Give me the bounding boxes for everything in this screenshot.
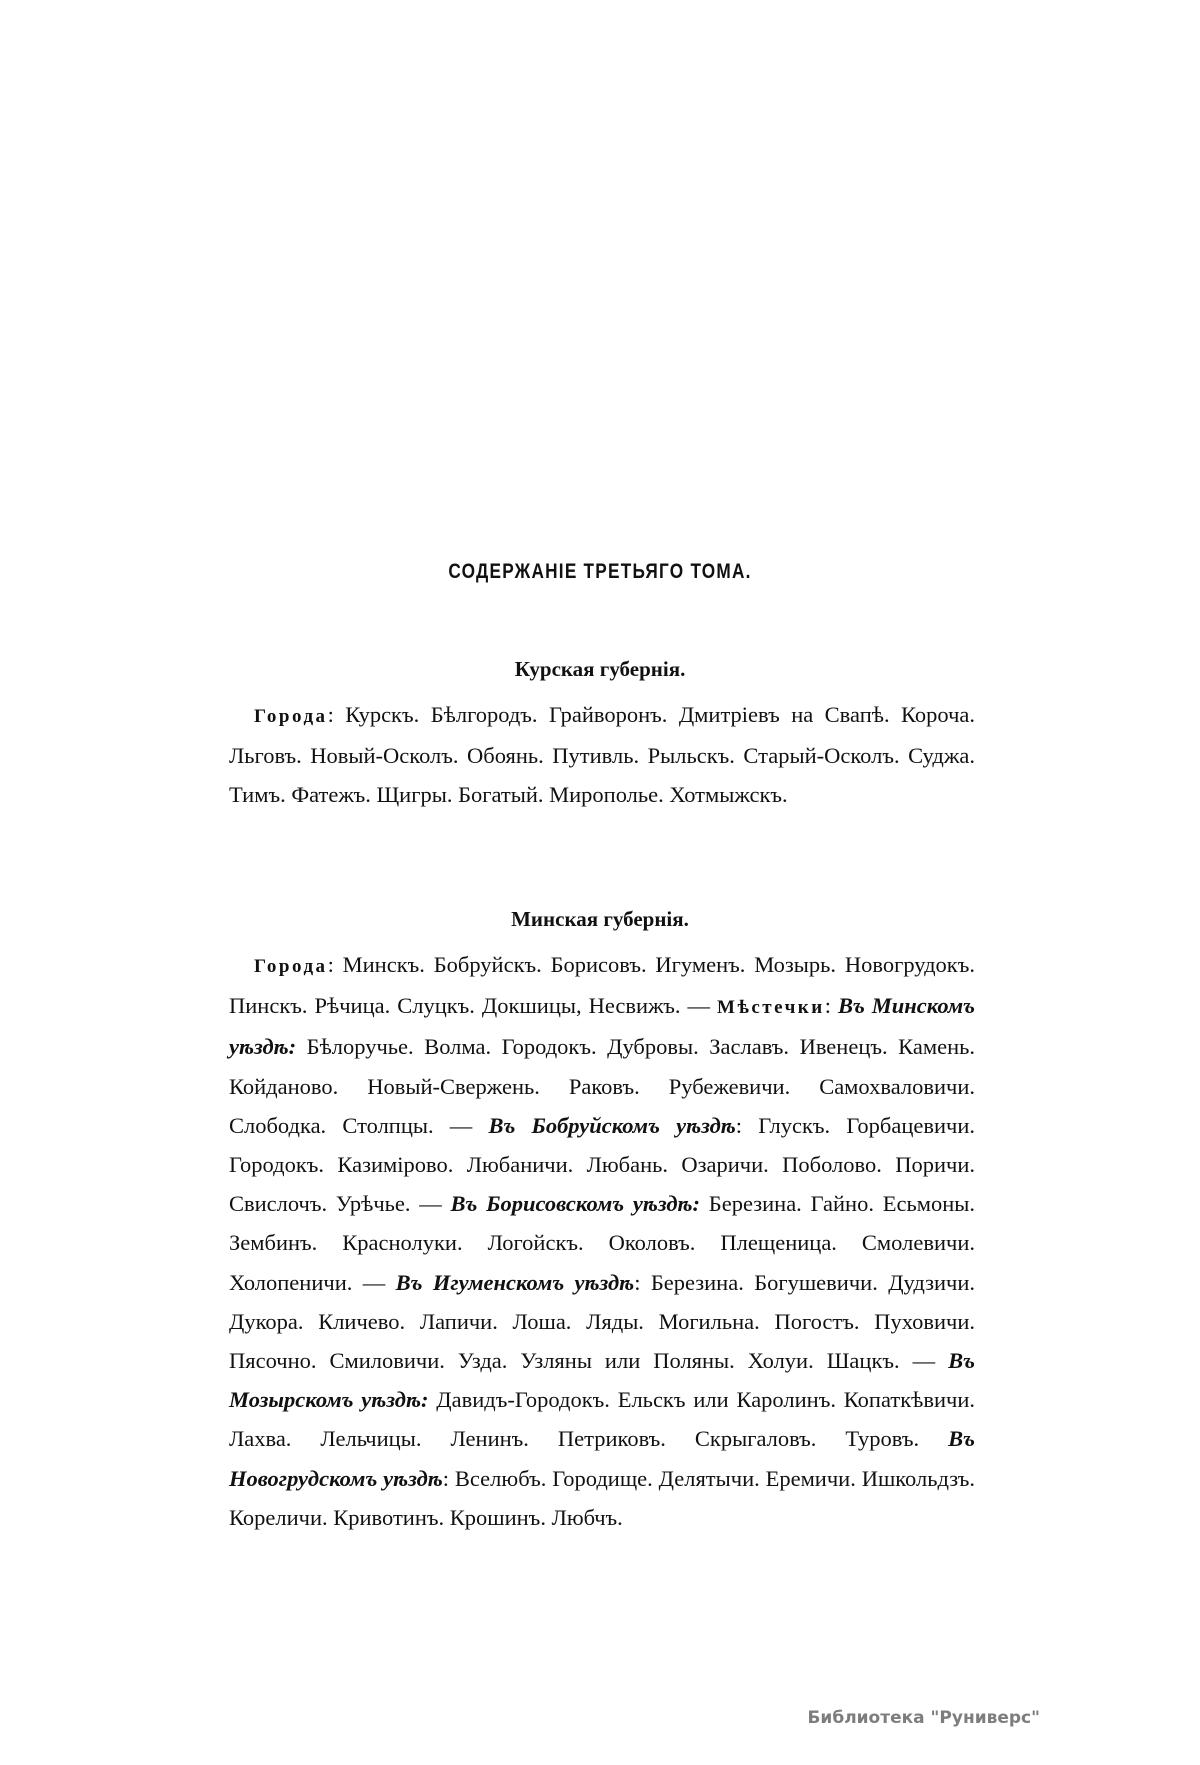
section-heading-minsk: Минская губернія.: [511, 907, 689, 931]
page-title: СОДЕРЖАНІЕ ТРЕТЬЯГО ТОМА.: [448, 560, 752, 583]
minsk-text-2: :: [824, 993, 838, 1019]
kursk-towns: : Курскъ. Бѣлгородъ. Грайворонъ. Дмитріевъ на Свапѣ. Короча. Льговъ. Новый-Осколъ. Обоянь. Путивль. Рыльскъ. Старый-Осколъ. Суджа. Тимъ. Фатежъ. Щигры. Богатый. Мирополье. Хотмыжскъ.: [229, 702, 975, 808]
uezd-borisov: Въ Борисовскомъ уѣздѣ:: [450, 1191, 701, 1217]
minsk-text-7: Давидъ-Городокъ. Ельскъ или Каролинъ. Копаткѣвичи. Лахва. Лельчицы. Ленинъ. Петриковъ. Скрыгаловъ. Туровъ.: [229, 1387, 975, 1452]
lead-goroda-minsk: Города: [254, 956, 328, 977]
section-body-minsk: [229, 945, 975, 1537]
minsk-text-3: Бѣлоручье. Волма. Городокъ. Дубровы. Заславъ. Ивенецъ. Камень. Койданово. Новый-Свержень. Раковъ. Рубежевичи. Самохваловичи. Слободка. Столпцы. —: [229, 1034, 975, 1138]
uezd-mozyr: Въ Мозырскомъ уѣздѣ:: [229, 1348, 975, 1413]
uezd-novogrudok: Въ Новогрудскомъ уѣздѣ: [229, 1426, 975, 1491]
section-body-kursk: [229, 695, 975, 815]
minsk-text-4: : Глускъ. Горбацевичи. Городокъ. Казиміpово. Любаничи. Любань. Озаричи. Поболово. Поричи. Свислочъ. Урѣчье. —: [229, 1112, 976, 1217]
section-heading-kursk: Курская губернія.: [514, 657, 686, 681]
uezd-minsk: Въ Минскомъ уѣздѣ:: [229, 993, 975, 1060]
uezd-igumen: Въ Игуменскомъ уѣздѣ: [395, 1269, 635, 1295]
minsk-text-5: Березина. Гайно. Есьмоны. Зембинъ. Краснолуки. Логойскъ. Околовъ. Плещеница. Смолевичи. Холопеничи. —: [229, 1191, 975, 1295]
lead-mestechki: Мѣстечки: [717, 997, 825, 1019]
minsk-text-6: : Березина. Богушевичи. Дудзичи. Дукора. Кличево. Лапичи. Лоша. Ляды. Могильна. Погостъ. Пуховичи. Пясочно. Смиловичи. Узда. Узляны или Поляны. Холуи. Шацкъ. —: [229, 1269, 976, 1374]
lead-goroda: Города: [254, 706, 328, 727]
uezd-bobruisk: Въ Бобруйскомъ уѣздѣ: [488, 1112, 736, 1138]
minsk-towns: : Минскъ. Бобруйскъ. Борисовъ. Игуменъ. Мозырь. Новогрудокъ. Пинскъ. Рѣчица. Слуцкъ. Докшицы, Несвижъ. —: [229, 952, 975, 1019]
minsk-text-8: : Вселюбъ. Городище. Делятычи. Еремичи. Ишкольдзъ. Кореличи. Кривотинъ. Крошинъ. Любчъ.: [229, 1465, 975, 1530]
library-watermark: Библиотека "Руниверс": [807, 1708, 1040, 1728]
